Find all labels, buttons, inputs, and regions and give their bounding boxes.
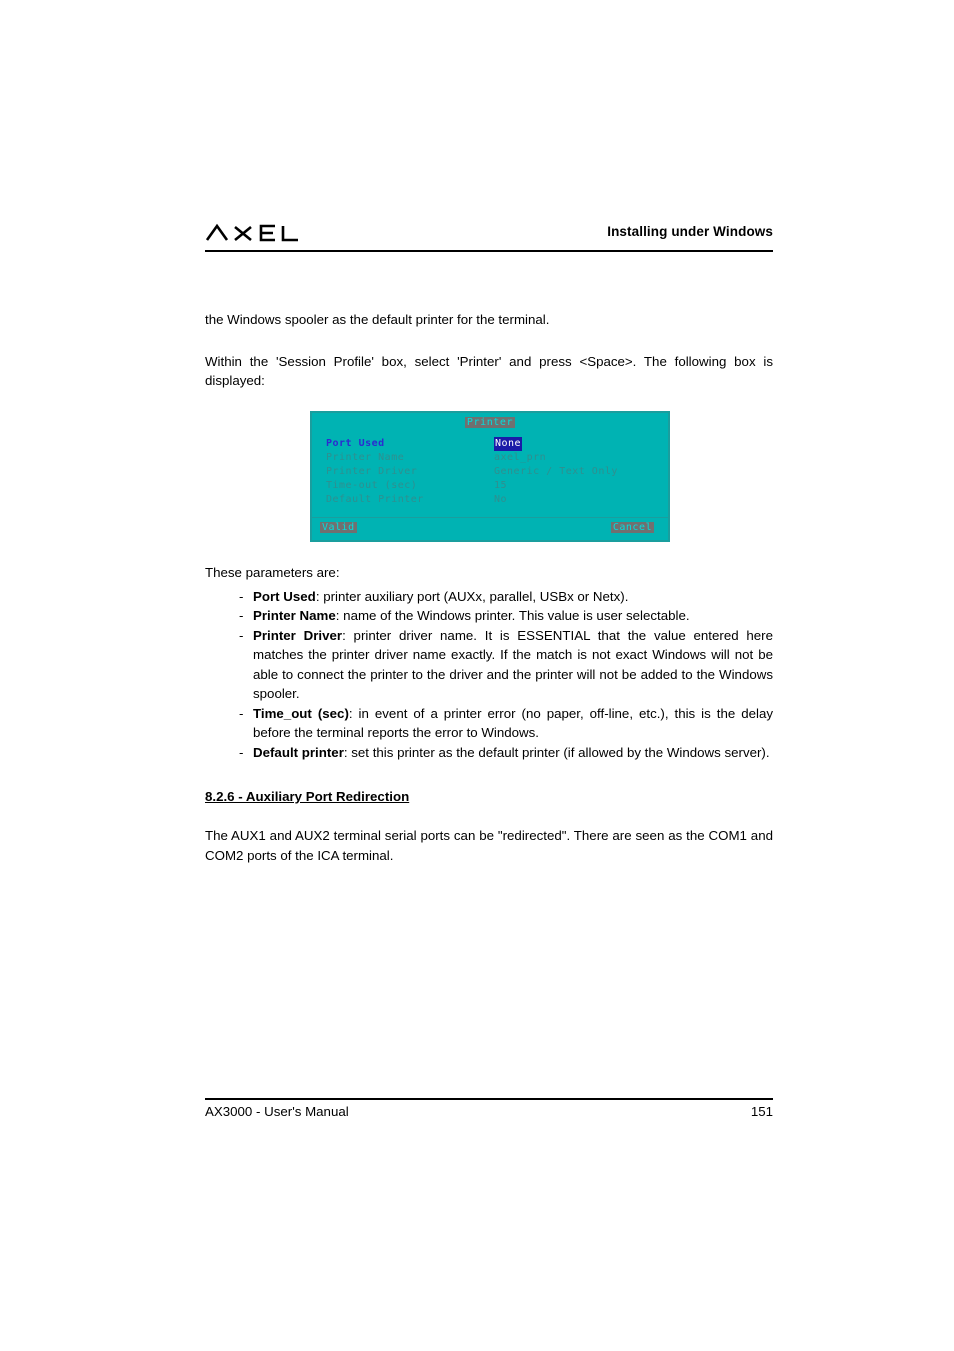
field-row-port-used[interactable]	[326, 437, 656, 451]
field-label-time-out: Time-out (sec)	[326, 480, 418, 491]
param-text: : printer auxiliary port (AUXx, parallel, USBx or Netx).	[315, 588, 629, 604]
list-item	[239, 704, 773, 743]
param-text: : set this printer as the default printer (if allowed by the Windows server).	[343, 744, 770, 760]
field-label-port-used: Port Used	[326, 438, 385, 449]
field-row-default-printer[interactable]	[326, 493, 656, 507]
field-label-default-printer: Default Printer	[326, 494, 424, 505]
list-item	[239, 626, 773, 704]
axel-logo	[205, 222, 301, 246]
dialog-title-text: Printer	[466, 417, 514, 428]
field-value-default-printer[interactable]: No	[494, 494, 508, 505]
list-bullet: -	[239, 608, 244, 623]
dialog-fields	[326, 437, 656, 507]
dialog-title	[312, 417, 668, 428]
valid-button[interactable]: Valid	[322, 522, 355, 533]
footer-divider	[205, 1098, 773, 1100]
field-value-time-out[interactable]: 15	[494, 480, 508, 491]
field-value-printer-driver[interactable]: Generic / Text Only	[494, 466, 618, 477]
header-divider	[205, 250, 773, 252]
list-bullet: -	[239, 627, 244, 643]
param-text: : in event of a printer error (no paper, off-line, etc.), this is the delay before the terminal reports the error to Windows.	[253, 705, 773, 740]
param-term: Default printer	[253, 744, 344, 760]
page-header	[205, 222, 773, 252]
parameters-list	[205, 587, 773, 763]
cancel-button[interactable]: Cancel	[612, 522, 652, 533]
dialog-button-bar	[312, 517, 668, 540]
paragraph-intro: the Windows spooler as the default printer for the terminal.	[205, 312, 550, 327]
param-term: Printer Name	[253, 608, 336, 623]
terminal-printer-dialog	[310, 411, 670, 542]
list-bullet: -	[239, 705, 244, 721]
footer-page-number: 151	[750, 1104, 773, 1119]
param-term: Printer Driver	[253, 627, 343, 643]
list-item	[239, 606, 773, 626]
printer-dialog-figure	[310, 411, 670, 542]
field-value-printer-name[interactable]: axel_prn	[494, 452, 547, 463]
param-term: Time_out (sec)	[253, 705, 349, 721]
parameters-intro: These parameters are:	[205, 565, 340, 580]
list-bullet: -	[239, 588, 244, 604]
parameters-block	[205, 563, 773, 887]
list-item	[239, 743, 773, 763]
header-title: Installing under Windows	[607, 224, 773, 239]
page-content	[205, 310, 773, 413]
section-paragraph: The AUX1 and AUX2 terminal serial ports can be "redirected". There are seen as the COM1 and COM2 ports of the ICA terminal.	[205, 828, 773, 863]
param-text: : printer driver name. It is ESSENTIAL that the value entered here matches the printer driver name exactly. If the match is not exact Windows will not be able to connect the printer to the driver and the printer will not be added to the Windows spooler.	[253, 627, 773, 701]
field-value-port-used[interactable]: None	[495, 438, 522, 449]
section-heading: 8.2.6 - Auxiliary Port Redirection	[205, 789, 410, 804]
field-row-printer-name[interactable]	[326, 451, 656, 465]
field-label-printer-name: Printer Name	[326, 452, 405, 463]
param-term: Port Used	[253, 588, 316, 604]
paragraph-session-profile: Within the 'Session Profile' box, select 'Printer' and press <Space>. The following box is displayed:	[205, 353, 773, 388]
field-row-time-out[interactable]	[326, 479, 656, 493]
param-text: : name of the Windows printer. This value is user selectable.	[335, 608, 690, 623]
field-label-printer-driver: Printer Driver	[326, 466, 418, 477]
list-bullet: -	[239, 744, 244, 760]
footer-manual-title: AX3000 - User's Manual	[205, 1104, 349, 1119]
list-item	[239, 587, 773, 607]
field-row-printer-driver[interactable]	[326, 465, 656, 479]
